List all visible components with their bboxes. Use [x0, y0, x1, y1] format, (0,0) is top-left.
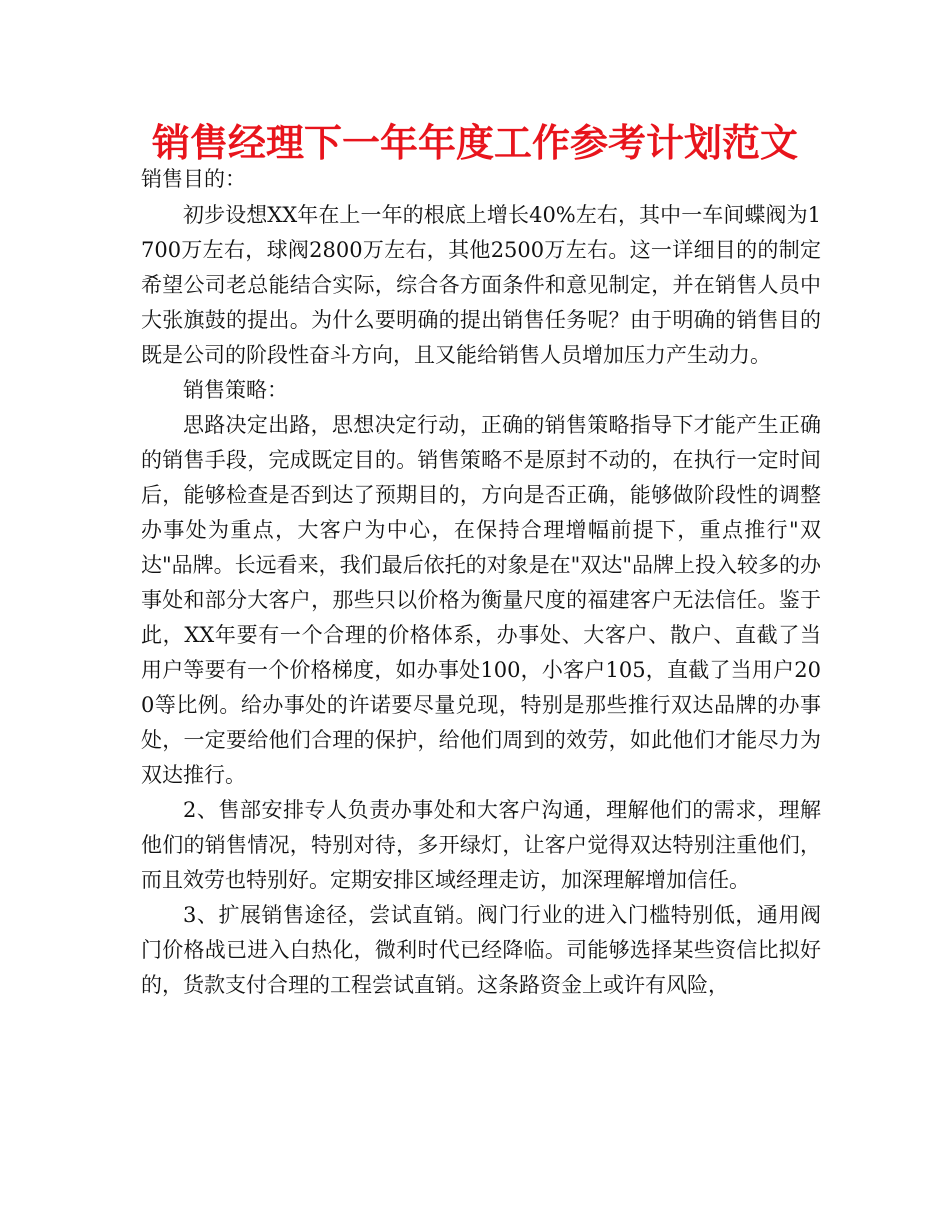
section-heading-sales-goal: 销售目的：	[141, 167, 246, 191]
document-body	[141, 165, 821, 1003]
document-title: 销售经理下一年年度工作参考计划范文	[151, 121, 798, 165]
paragraph-sales-goal: 初步设想XX年在上一年的根底上增长40%左右，其中一车间蝶阀为1700万左右，球阀2800万左右，其他2500万左右。这一详细目的的制定希望公司老总能结合实际，综合各方面条件和意见制定，并在销售人员中大张旗鼓的提出。为什么要明确的提出销售任务呢？由于明确的销售目的既是公司的阶段性奋斗方向，且又能给销售人员增加压力产生动力。	[141, 203, 821, 367]
paragraph-item-3: 3、扩展销售途径，尝试直销。阀门行业的进入门槛特别低，通用阀门价格战已进入白热化，微利时代已经降临。司能够选择某些资信比拟好的，货款支付合理的工程尝试直销。这条路资金上或许有风险，	[141, 903, 821, 997]
section-heading-sales-strategy: 销售策略：	[183, 378, 288, 402]
paragraph-item-2: 2、售部安排专人负责办事处和大客户沟通，理解他们的需求，理解他们的销售情况，特别对待，多开绿灯，让客户觉得双达特别注重他们，而且效劳也特别好。定期安排区域经理走访，加深理解增加信任。	[141, 798, 821, 892]
paragraph-sales-strategy: 思路决定出路，思想决定行动，正确的销售策略指导下才能产生正确的销售手段，完成既定目的。销售策略不是原封不动的，在执行一定时间后，能够检查是否到达了预期目的，方向是否正确，能够做阶段性的调整办事处为重点，大客户为中心，在保持合理增幅前提下，重点推行"双达"品牌。长远看来，我们最后依托的对象是在"双达"品牌上投入较多的办事处和部分大客户，那些只以价格为衡量尺度的福建客户无法信任。鉴于此，XX年要有一个合理的价格体系，办事处、大客户、散户、直截了当用户等要有一个价格梯度，如办事处100，小客户105，直截了当用户200等比例。给办事处的许诺要尽量兑现，特别是那些推行双达品牌的办事处，一定要给他们合理的保护，给他们周到的效劳，如此他们才能尽力为双达推行。	[141, 413, 821, 787]
